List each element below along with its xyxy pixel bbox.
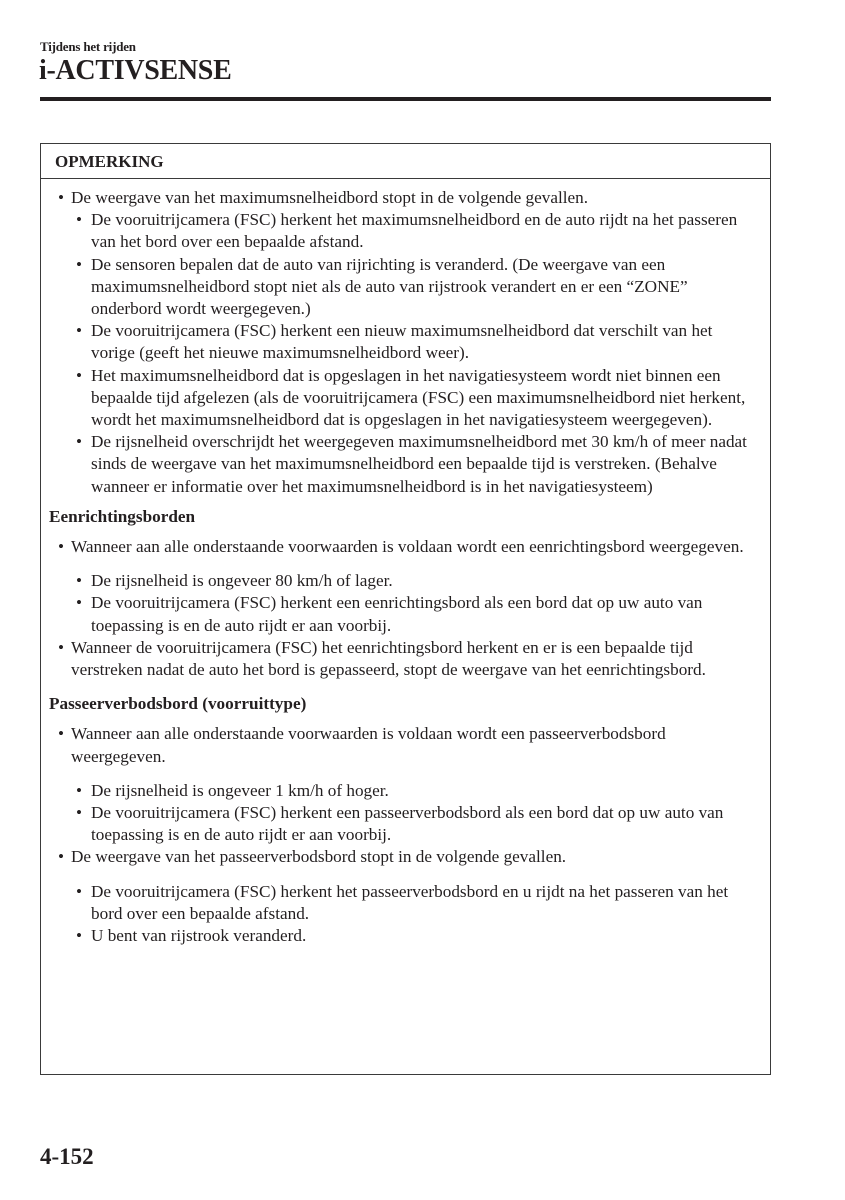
bullet-icon: •	[58, 637, 65, 657]
page-number: 4-152	[40, 1144, 94, 1169]
list-item-text: De rijsnelheid is ongeveer 1 km/h of hoger.	[91, 780, 389, 800]
bullet-icon: •	[76, 210, 83, 230]
list-item	[49, 187, 760, 209]
list-subitem	[49, 365, 760, 432]
bullet-icon: •	[76, 803, 83, 823]
subheading-one-way-signs: Eenrichtingsborden	[49, 506, 196, 526]
bullet-icon: •	[76, 432, 83, 452]
note-box	[40, 143, 771, 1075]
subheading-no-passing-sign: Passeerverbodsbord (voorruittype)	[49, 694, 307, 714]
spacer	[49, 869, 760, 881]
bullet-icon: •	[58, 724, 65, 744]
list-item-text: Wanneer de vooruitrijcamera (FSC) het eenrichtingsbord herkent en er is een bepaalde tijd verstreken nadat de auto het bord is gepasseerd, stopt de weergave van het eenrichtingsbord.	[71, 637, 706, 680]
list-item-text: De rijsnelheid is ongeveer 80 km/h of lager.	[91, 571, 393, 591]
bullet-icon: •	[76, 780, 83, 800]
note-body	[41, 179, 770, 947]
list-item-text: De vooruitrijcamera (FSC) herkent een passeerverbodsbord als een bord dat op uw auto van toepassing is en de auto rijdt er aan voorbij.	[91, 803, 724, 845]
section-label: Tijdens het rijden	[40, 39, 136, 54]
bullet-icon: •	[76, 926, 83, 946]
list-item-text: De vooruitrijcamera (FSC) herkent een nieuw maximumsnelheidbord dat verschilt van het vorige (geeft het nieuwe maximumsnelheidbord weer).	[91, 321, 713, 363]
bullet-icon: •	[76, 365, 83, 385]
list-item-text: Wanneer aan alle onderstaande voorwaarden is voldaan wordt een passeerverbodsbord weergegeven.	[71, 724, 666, 766]
spacer	[49, 558, 760, 570]
list-subitem	[49, 570, 760, 592]
list-item-text: Wanneer aan alle onderstaande voorwaarden is voldaan wordt een eenrichtingsbord weergegeven.	[71, 537, 744, 557]
list-subitem	[49, 320, 760, 364]
list-item-text: De sensoren bepalen dat de auto van rijrichting is veranderd. (De weergave van een maximumsnelheidbord stopt niet als de auto van rijstrook verandert en er een “ZONE” onderbord wordt weergegeven.)	[91, 254, 688, 319]
list-item	[49, 637, 760, 681]
list-item	[49, 536, 760, 558]
list-item-text: De weergave van het maximumsnelheidbord stopt in de volgende gevallen.	[71, 188, 589, 207]
bullet-icon: •	[58, 537, 65, 557]
note-heading: OPMERKING	[41, 144, 770, 179]
list-item-text: De vooruitrijcamera (FSC) herkent het passeerverbodsbord en u rijdt na het passeren van het bord over een bepaalde afstand.	[91, 881, 729, 923]
list-item-text: De weergave van het passeerverbodsbord stopt in de volgende gevallen.	[71, 847, 567, 867]
page-title: i-ACTIVSENSE	[39, 55, 232, 86]
list-item-text: De vooruitrijcamera (FSC) herkent een eenrichtingsbord als een bord dat op uw auto van toepassing is en de auto rijdt er aan voorbij.	[91, 593, 703, 635]
list-subitem	[49, 209, 760, 253]
list-subitem	[49, 802, 760, 846]
list-subitem	[49, 254, 760, 321]
list-item	[49, 723, 760, 767]
list-item	[49, 846, 760, 868]
bullet-icon: •	[76, 254, 83, 274]
list-subitem	[49, 592, 760, 636]
list-item-text: U bent van rijstrook veranderd.	[91, 926, 307, 946]
bullet-icon: •	[76, 881, 83, 901]
bullet-icon: •	[76, 321, 83, 341]
title-divider	[40, 97, 771, 101]
bullet-icon: •	[76, 593, 83, 613]
list-item-text: Het maximumsnelheidbord dat is opgeslagen in het navigatiesysteem wordt niet binnen een bepaalde tijd afgelezen (als de vooruitrijcamera (FSC) een maximumsnelheidbord niet herkent, wordt het maximumsnelheidbord dat is opgeslagen in het navigatiesysteem weergegeven).	[91, 365, 746, 430]
list-subitem	[49, 925, 760, 947]
bullet-icon: •	[58, 188, 65, 207]
list-item-text: De rijsnelheid overschrijdt het weergegeven maximumsnelheidbord met 30 km/h of meer nadat sinds de weergave van het maximumsnelheidbord een bepaalde tijd is verstreken. (Behalve wanneer er informatie over het maximumsnelheidbord is in het navigatiesysteem)	[91, 432, 747, 496]
list-subitem	[49, 431, 760, 498]
spacer	[49, 768, 760, 780]
list-subitem	[49, 780, 760, 802]
list-item-text: De vooruitrijcamera (FSC) herkent het maximumsnelheidbord en de auto rijdt na het passeren van het bord over een bepaalde afstand.	[91, 210, 738, 252]
list-subitem	[49, 881, 760, 925]
bullet-icon: •	[58, 847, 65, 867]
bullet-icon: •	[76, 571, 83, 591]
